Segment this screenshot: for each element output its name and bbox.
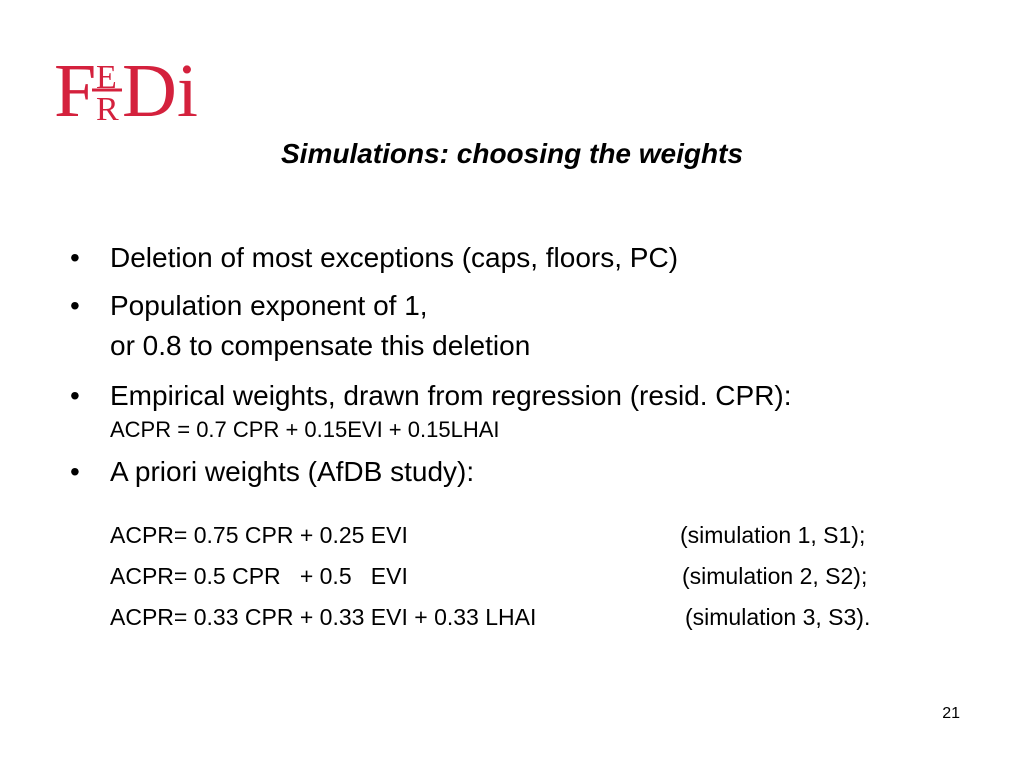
bullet-marker: • [70, 290, 80, 321]
bullet-list [70, 238, 1000, 492]
svg-text:R: R [96, 91, 119, 128]
formula-text: ACPR= 0.5 CPR + 0.5 EVI [110, 563, 408, 589]
svg-text:E: E [96, 59, 117, 96]
bullet-marker: • [70, 242, 80, 273]
ferdi-logo-icon [52, 44, 224, 128]
page-number: 21 [942, 705, 960, 722]
svg-text:F: F [54, 49, 97, 128]
bullet-marker: • [70, 380, 80, 411]
formula-list [110, 515, 990, 638]
formula-row-s3 [110, 597, 990, 638]
formula-empirical: ACPR = 0.7 CPR + 0.15EVI + 0.15LHAI [110, 417, 500, 442]
slide-title: Simulations: choosing the weights [280, 138, 744, 169]
bullet-item-empirical [70, 376, 1000, 444]
formula-text: ACPR= 0.75 CPR + 0.25 EVI [110, 522, 408, 548]
simulation-label: (simulation 1, S1); [680, 522, 866, 548]
simulation-label: (simulation 2, S2); [682, 563, 868, 589]
bullet-text: Population exponent of 1, [110, 290, 428, 321]
svg-text:Di: Di [122, 49, 198, 128]
bullet-item-a-priori [70, 452, 1000, 492]
bullet-text: A priori weights (AfDB study): [110, 456, 475, 487]
bullet-text-continued: or 0.8 to compensate this deletion [110, 330, 531, 361]
bullet-marker: • [70, 456, 80, 487]
bullet-item-deletion [70, 238, 1000, 278]
bullet-item-population [70, 286, 1000, 366]
bullet-text: Deletion of most exceptions (caps, floors, PC) [110, 242, 679, 273]
formula-text: ACPR= 0.33 CPR + 0.33 EVI + 0.33 LHAI [110, 604, 537, 630]
simulation-label: (simulation 3, S3). [685, 604, 871, 630]
bullet-text: Empirical weights, drawn from regression (resid. CPR): [110, 380, 792, 411]
formula-row-s2 [110, 556, 990, 597]
formula-row-s1 [110, 515, 990, 556]
